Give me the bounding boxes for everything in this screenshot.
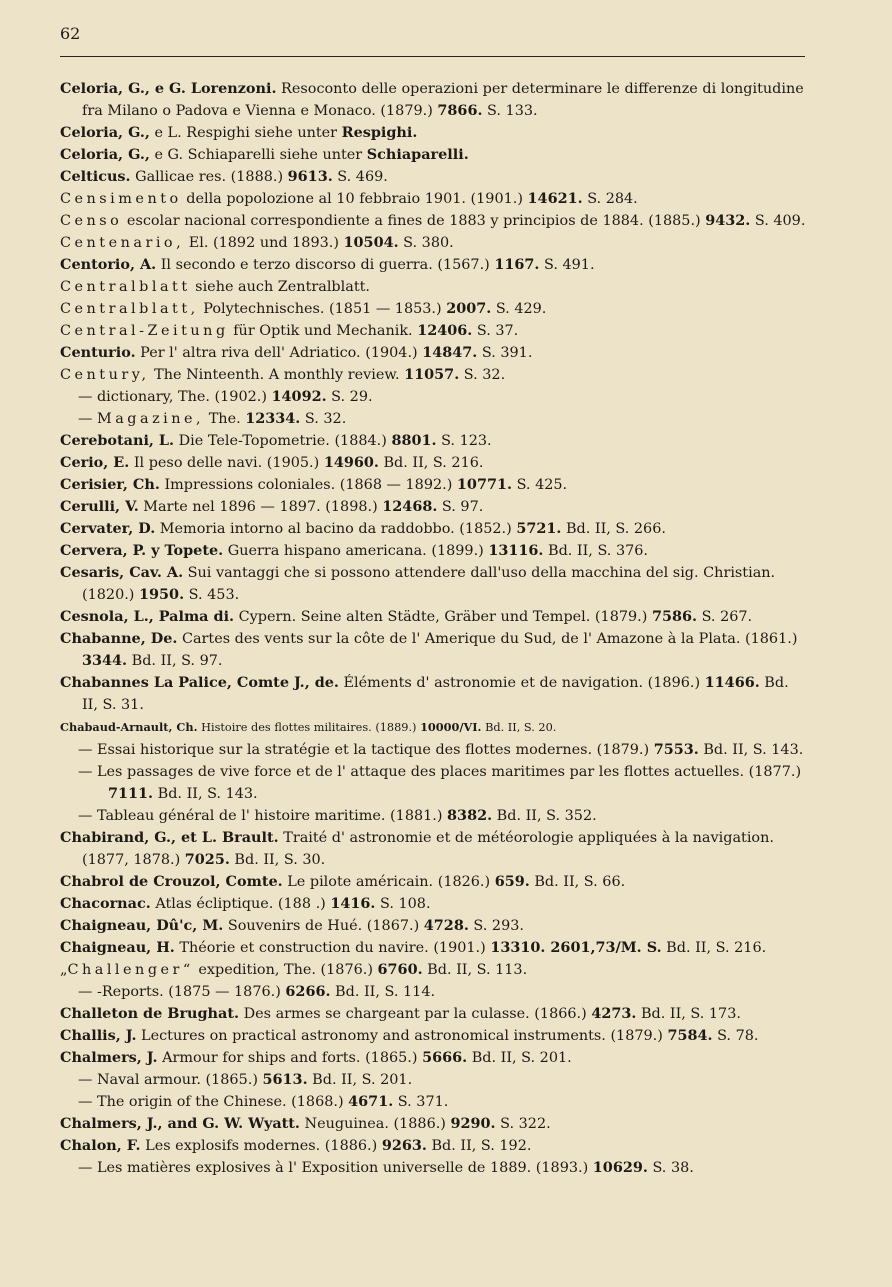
entry-title: Le pilote américain. (1826.) (282, 874, 495, 890)
entry-keyword: Century, (60, 367, 150, 383)
entry-title: Lectures on practical astronomy and astronomical instruments. (1879.) (136, 1028, 668, 1044)
entry-number: 12468. (382, 498, 438, 515)
index-entry (60, 915, 808, 937)
entry-keyword: Centenario, (60, 235, 185, 251)
index-entry (60, 188, 808, 210)
entry-number: 8382. (447, 807, 493, 824)
entry-keyword: Centralblatt (60, 279, 191, 295)
entry-number: 7025. (184, 851, 230, 868)
entry-number: 6266. (285, 983, 331, 1000)
entry-reference: Bd. II, S. 201. (307, 1072, 413, 1088)
entry-number: 7553. (653, 741, 699, 758)
entry-number: 13116. (488, 542, 544, 559)
entry-title: Cartes des vents sur la côte de l' Amerique du Sud, de l' Amazone à la Plata. (1861.) (177, 631, 798, 647)
entry-title: für Optik und Mechanik. (228, 323, 418, 339)
entry-title: -Reports. (1875 — 1876.) (96, 984, 286, 1000)
index-entries (60, 78, 808, 1179)
entry-number: 14092. (271, 388, 327, 405)
entry-author: Chacornac. (60, 895, 151, 912)
repeat-dash: — (78, 1094, 97, 1110)
entry-keyword: Magazine, (96, 411, 205, 427)
entry-author: Chaigneau, Dû'c, M. (60, 917, 224, 934)
entry-reference: Bd. II, S. 201. (467, 1050, 572, 1066)
entry-reference: Bd. II, S. 97. (127, 653, 223, 669)
entry-prefix: „ (60, 962, 68, 978)
index-entry (60, 210, 808, 232)
entry-title: Théorie et construction du navire. (1901.) (174, 940, 491, 956)
entry-number: 9432. (705, 212, 751, 229)
entry-title: Les passages de vive force et de l' attaque des places maritimes par les flottes actuelles. (1877.) (96, 764, 802, 780)
index-entry (60, 628, 808, 672)
entry-reference: Bd. II, S. 20. (481, 721, 557, 734)
entry-reference: S. 425. (512, 477, 568, 493)
index-entry (60, 716, 808, 739)
index-subentry (60, 761, 808, 805)
entry-author: Cerebotani, L. (60, 432, 175, 449)
entry-reference: Bd. II, S. 192. (426, 1138, 532, 1154)
index-entry (60, 1003, 808, 1025)
entry-reference: S. 284. (582, 191, 638, 207)
entry-reference: S. 409. (750, 213, 806, 229)
entry-author: Challis, J. (60, 1027, 137, 1044)
entry-title: The. (204, 411, 246, 427)
entry-number: 10771. (456, 476, 512, 493)
index-subentry (60, 386, 808, 408)
entry-number: 9263. (381, 1137, 427, 1154)
repeat-dash: — (78, 808, 97, 824)
entry-author: Chabrol de Crouzol, Comte. (60, 873, 283, 890)
entry-author: Celoria, G., (60, 146, 150, 163)
entry-reference: S. 29. (326, 389, 373, 405)
entry-number: 7111. (108, 785, 154, 802)
entry-reference: S. 38. (647, 1160, 694, 1176)
repeat-dash: — (78, 984, 97, 1000)
entry-author: Celticus. (60, 168, 131, 185)
entry-number: 1167. (494, 256, 540, 273)
entry-title: siehe auch Zentralblatt. (190, 279, 370, 295)
entry-reference: Bd. II, S. 114. (330, 984, 436, 1000)
index-entry (60, 871, 808, 893)
repeat-dash: — (78, 1072, 97, 1088)
repeat-dash: — (78, 764, 97, 780)
entry-number: 14621. (527, 190, 583, 207)
index-entry (60, 122, 808, 144)
entry-reference: Bd. II, S. 216. (661, 940, 767, 956)
entry-reference: S. 108. (375, 896, 431, 912)
entry-number: 5721. (516, 520, 562, 537)
index-entry (60, 78, 808, 122)
entry-reference: S. 453. (184, 587, 240, 603)
entry-title: Il peso delle navi. (1905.) (129, 455, 324, 471)
entry-title: Gallicae res. (1888.) (130, 169, 288, 185)
entry-title: El. (1892 und 1893.) (184, 235, 344, 251)
entry-number: 1416. (330, 895, 376, 912)
index-subentry (60, 739, 808, 761)
entry-number: 5613. (262, 1071, 308, 1088)
index-entry (60, 540, 808, 562)
index-entry (60, 474, 808, 496)
page-number: 62 (60, 24, 81, 43)
entry-number: 8801. (391, 432, 437, 449)
entry-reference: S. 380. (398, 235, 454, 251)
entry-title: Cypern. Seine alten Städte, Gräber und Tempel. (1879.) (234, 609, 652, 625)
index-entry (60, 254, 808, 276)
index-entry (60, 1047, 808, 1069)
index-subentry (60, 805, 808, 827)
entry-reference: Bd. II, S. 376. (543, 543, 648, 559)
entry-title: Armour for ships and forts. (1865.) (157, 1050, 423, 1066)
index-entry (60, 320, 808, 342)
entry-number: 11057. (404, 366, 460, 383)
entry-title: expedition, The. (1876.) (193, 962, 378, 978)
entry-number: 11466. (704, 674, 760, 691)
index-entry (60, 606, 808, 628)
entry-title: Guerra hispano americana. (1899.) (223, 543, 489, 559)
index-entry (60, 518, 808, 540)
entry-author: Chalon, F. (60, 1137, 141, 1154)
index-subentry (60, 1157, 808, 1179)
entry-title: Naval armour. (1865.) (96, 1072, 263, 1088)
entry-reference: Bd. II, S. 30. (229, 852, 326, 868)
entry-title: Essai historique sur la stratégie et la tactique des flottes modernes. (1879.) (96, 742, 654, 758)
entry-reference: Bd. II, S. 143. (153, 786, 258, 802)
index-subentry (60, 408, 808, 430)
entry-reference: S. 32. (300, 411, 347, 427)
entry-title: Les explosifs modernes. (1886.) (140, 1138, 382, 1154)
entry-author: Chabirand, G., et L. Brault. (60, 829, 279, 846)
entry-keyword: Censimento (60, 191, 182, 207)
entry-reference: S. 97. (437, 499, 484, 515)
index-subentry (60, 1069, 808, 1091)
entry-reference: Bd. II, S. 143. (698, 742, 804, 758)
entry-title: The origin of the Chinese. (1868.) (96, 1094, 349, 1110)
index-entry (60, 827, 808, 871)
repeat-dash: — (78, 389, 97, 405)
entry-title: Marte nel 1896 — 1897. (1898.) (138, 499, 383, 515)
index-subentry (60, 1091, 808, 1113)
entry-number: 7866. (437, 102, 483, 119)
entry-title: e G. Schiaparelli siehe unter (149, 147, 367, 163)
entry-reference: Bd. II, S. 66. (529, 874, 626, 890)
entry-reference: S. 469. (332, 169, 388, 185)
entry-number: 6760. (377, 961, 423, 978)
entry-number: 14847. (422, 344, 478, 361)
entry-reference: S. 32. (459, 367, 506, 383)
index-entry (60, 166, 808, 188)
header-rule (60, 56, 805, 57)
index-entry (60, 1135, 808, 1157)
entry-author: Cervera, P. y Topete. (60, 542, 224, 559)
index-entry (60, 364, 808, 386)
entry-reference: Bd. II, S. 113. (422, 962, 528, 978)
entry-title: Memoria intorno al bacino da raddobbo. (1852.) (155, 521, 517, 537)
entry-title: Tableau général de l' histoire maritime. (1881.) (96, 808, 448, 824)
entry-title: Resoconto delle operazioni per determinare le differenze di longitudine fra Milano o Padova e Vienna e Monaco. (1879.) (82, 81, 804, 119)
entry-number: 13310. 2601,73/M. S. (490, 939, 662, 956)
entry-title: The Ninteenth. A monthly review. (149, 367, 405, 383)
entry-title: Les matières explosives à l' Exposition universelle de 1889. (1893.) (96, 1160, 593, 1176)
entry-reference: Bd. II, S. 352. (492, 808, 597, 824)
entry-author: Chabanne, De. (60, 630, 178, 647)
entry-number: 9290. (450, 1115, 496, 1132)
index-entry (60, 562, 808, 606)
entry-number: 12334. (245, 410, 301, 427)
entry-number: 9613. (287, 168, 333, 185)
index-entry (60, 452, 808, 474)
entry-author: Chabannes La Palice, Comte J., de. (60, 674, 339, 691)
entry-title: Traité d' astronomie et de météorologie appliquées à la navigation. (1877, 1878.) (82, 830, 774, 868)
entry-author: Cesnola, L., Palma di. (60, 608, 235, 625)
entry-keyword: Centralblatt, (60, 301, 199, 317)
entry-reference: Bd. II, S. 173. (636, 1006, 741, 1022)
entry-title: escolar nacional correspondiente a fines de 1883 y principios de 1884. (1885.) (122, 213, 706, 229)
entry-number: 3344. (82, 652, 128, 669)
entry-reference: S. 293. (468, 918, 524, 934)
index-entry (60, 276, 808, 298)
index-entry (60, 959, 808, 981)
repeat-dash: — (78, 411, 97, 427)
entry-number: 10629. (592, 1159, 648, 1176)
entry-title: Des armes se chargeant par la culasse. (1866.) (239, 1006, 592, 1022)
entry-reference: S. 78. (712, 1028, 759, 1044)
entry-keyword: Challenger“ (67, 962, 194, 978)
entry-author: Chalmers, J. (60, 1049, 158, 1066)
entry-reference: S. 429. (491, 301, 547, 317)
entry-title: Polytechnisches. (1851 — 1853.) (198, 301, 447, 317)
index-entry (60, 144, 808, 166)
repeat-dash: — (78, 1160, 97, 1176)
entry-reference: S. 123. (436, 433, 492, 449)
index-entry (60, 496, 808, 518)
entry-number: 12406. (417, 322, 473, 339)
entry-title: Neuguinea. (1886.) (299, 1116, 451, 1132)
index-entry (60, 1113, 808, 1135)
index-entry (60, 672, 808, 716)
entry-title: Il secondo e terzo discorso di guerra. (1567.) (156, 257, 495, 273)
entry-author: Challeton de Brughat. (60, 1005, 239, 1022)
entry-reference: S. 391. (477, 345, 533, 361)
index-entry (60, 430, 808, 452)
entry-author: Chalmers, J., and G. W. Wyatt. (60, 1115, 300, 1132)
index-entry (60, 342, 808, 364)
entry-number: 14960. (323, 454, 379, 471)
entry-number: 4728. (423, 917, 469, 934)
entry-reference: S. 371. (393, 1094, 449, 1110)
entry-title: Per l' altra riva dell' Adriatico. (1904.) (135, 345, 423, 361)
entry-number: 4671. (348, 1093, 394, 1110)
index-entry (60, 232, 808, 254)
repeat-dash: — (78, 742, 97, 758)
entry-author: Cervater, D. (60, 520, 156, 537)
entry-author: Chabaud-Arnault, Ch. (60, 720, 198, 734)
entry-author: Centorio, A. (60, 256, 157, 273)
entry-number: 2007. (446, 300, 492, 317)
index-entry (60, 937, 808, 959)
entry-title: della popolozione al 10 febbraio 1901. (1901.) (181, 191, 528, 207)
entry-reference: Bd. II, S. 216. (378, 455, 484, 471)
entry-number: 5666. (422, 1049, 468, 1066)
index-entry (60, 298, 808, 320)
entry-number: Schiaparelli. (366, 146, 469, 163)
entry-title: Souvenirs de Hué. (1867.) (223, 918, 424, 934)
entry-reference: S. 37. (472, 323, 519, 339)
entry-author: Cerulli, V. (60, 498, 139, 515)
index-entry (60, 893, 808, 915)
entry-reference: S. 133. (482, 103, 538, 119)
entry-author: Cerisier, Ch. (60, 476, 160, 493)
entry-author: Centurio. (60, 344, 136, 361)
entry-author: Chaigneau, H. (60, 939, 175, 956)
entry-author: Cerio, E. (60, 454, 130, 471)
entry-keyword: Censo (60, 213, 123, 229)
index-entry (60, 1025, 808, 1047)
entry-number: 10000/VI. (420, 720, 482, 734)
entry-number: 659. (494, 873, 530, 890)
entry-number: 4273. (591, 1005, 637, 1022)
entry-reference: S. 322. (495, 1116, 551, 1132)
entry-number: 10504. (343, 234, 399, 251)
entry-reference: Bd. II, S. 31. (82, 675, 789, 713)
entry-number: Respighi. (341, 124, 418, 141)
entry-title: e L. Respighi siehe unter (149, 125, 342, 141)
entry-title: Impressions coloniales. (1868 — 1892.) (159, 477, 457, 493)
entry-number: 7586. (651, 608, 697, 625)
entry-author: Celoria, G., (60, 124, 150, 141)
entry-number: 7584. (667, 1027, 713, 1044)
entry-title: Die Tele-Topometrie. (1884.) (174, 433, 392, 449)
entry-title: Sui vantaggi che si possono attendere dall'uso della macchina del sig. Christian. (1820.) (82, 565, 776, 603)
entry-title: Atlas écliptique. (188 .) (150, 896, 331, 912)
entry-reference: S. 267. (697, 609, 753, 625)
entry-author: Cesaris, Cav. A. (60, 564, 184, 581)
entry-number: 1950. (139, 586, 185, 603)
entry-title: Éléments d' astronomie et de navigation. (1896.) (338, 675, 705, 691)
entry-title: dictionary, The. (1902.) (96, 389, 272, 405)
entry-author: Celoria, G., e G. Lorenzoni. (60, 80, 277, 97)
entry-reference: S. 491. (539, 257, 595, 273)
entry-title: Histoire des flottes militaires. (1889.) (197, 721, 421, 734)
index-subentry (60, 981, 808, 1003)
entry-keyword: Central-Zeitung (60, 323, 229, 339)
entry-reference: Bd. II, S. 266. (561, 521, 666, 537)
